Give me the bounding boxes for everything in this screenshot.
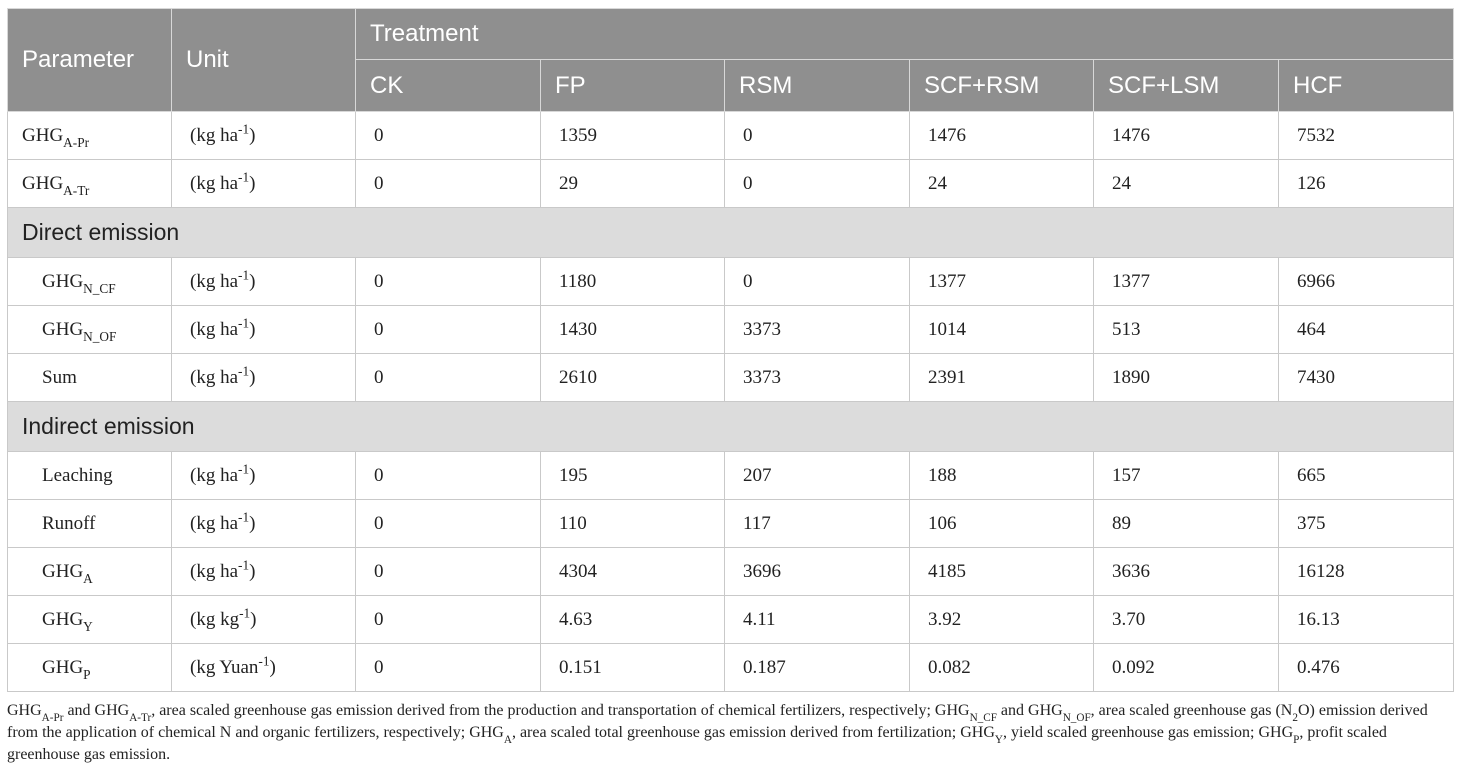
parameter-cell: Runoff bbox=[8, 500, 172, 548]
value-cell: 464 bbox=[1279, 306, 1454, 354]
unit-cell: (kg Yuan$^{-1}$) bbox=[172, 644, 356, 692]
header-parameter: Parameter bbox=[8, 9, 172, 112]
header-treatment-scf-rsm: SCF+RSM bbox=[910, 60, 1094, 112]
value-cell: 0 bbox=[725, 258, 910, 306]
parameter-cell: $GHG_{N\_CF}$ bbox=[8, 258, 172, 306]
table-footnote: $GHG_{A-Pr}$ and $GHG_{A-Tr}$, area scaled greenhouse gas emission derived from the production and transportation of chemical fertilizers, respectively; $GHG_{N\_CF}$ and $GHG_{N\_OF}$, area scaled greenhouse gas $(N_2O)$ emission derived from the application of chemical N and organic fertilizers, respectively; $GHG_A$, area scaled total greenhouse gas emission derived from fertilization; $GHG_Y$, yield scaled greenhouse gas emission; $GHG_P$, profit scaled greenhouse gas emission. bbox=[7, 702, 1428, 763]
value-cell: 0.476 bbox=[1279, 644, 1454, 692]
parameter-cell: $GHG_A$ bbox=[8, 548, 172, 596]
value-cell: 24 bbox=[1094, 160, 1279, 208]
value-cell: 3.92 bbox=[910, 596, 1094, 644]
value-cell: 4304 bbox=[541, 548, 725, 596]
unit-cell: (kg $ha^{-1}$) bbox=[172, 258, 356, 306]
header-treatment-ck: CK bbox=[356, 60, 541, 112]
section-row bbox=[8, 208, 1454, 258]
section-heading: Indirect emission bbox=[8, 402, 1454, 452]
table-row bbox=[8, 596, 1454, 644]
value-cell: 0 bbox=[356, 644, 541, 692]
value-cell: 0 bbox=[356, 258, 541, 306]
value-cell: 3.70 bbox=[1094, 596, 1279, 644]
value-cell: 0 bbox=[356, 500, 541, 548]
value-cell: 4.63 bbox=[541, 596, 725, 644]
value-cell: 0 bbox=[356, 548, 541, 596]
value-cell: 1476 bbox=[910, 112, 1094, 160]
value-cell: 4185 bbox=[910, 548, 1094, 596]
value-cell: 0 bbox=[725, 160, 910, 208]
table-row bbox=[8, 500, 1454, 548]
table-row bbox=[8, 258, 1454, 306]
parameter-cell: $GHG_{A-Tr}$ bbox=[8, 160, 172, 208]
value-cell: 1014 bbox=[910, 306, 1094, 354]
section-heading: Direct emission bbox=[8, 208, 1454, 258]
value-cell: 207 bbox=[725, 452, 910, 500]
value-cell: 16.13 bbox=[1279, 596, 1454, 644]
table-row bbox=[8, 644, 1454, 692]
parameter-cell: $GHG_Y$ bbox=[8, 596, 172, 644]
value-cell: 106 bbox=[910, 500, 1094, 548]
header-treatment-hcf: HCF bbox=[1279, 60, 1454, 112]
value-cell: 7430 bbox=[1279, 354, 1454, 402]
value-cell: 24 bbox=[910, 160, 1094, 208]
header-treatment-fp: FP bbox=[541, 60, 725, 112]
unit-cell: (kg $ha^{-1}$) bbox=[172, 500, 356, 548]
header-treatment: Treatment bbox=[356, 9, 1454, 60]
header-treatment-rsm: RSM bbox=[725, 60, 910, 112]
value-cell: 29 bbox=[541, 160, 725, 208]
value-cell: 1476 bbox=[1094, 112, 1279, 160]
parameter-cell: Sum bbox=[8, 354, 172, 402]
value-cell: 1359 bbox=[541, 112, 725, 160]
value-cell: 0 bbox=[356, 354, 541, 402]
value-cell: 0 bbox=[356, 160, 541, 208]
value-cell: 1890 bbox=[1094, 354, 1279, 402]
ghg-emission-table bbox=[7, 8, 1454, 692]
table-row bbox=[8, 452, 1454, 500]
value-cell: 195 bbox=[541, 452, 725, 500]
value-cell: 0.151 bbox=[541, 644, 725, 692]
value-cell: 4.11 bbox=[725, 596, 910, 644]
data-table-container bbox=[7, 8, 1453, 692]
value-cell: 1377 bbox=[910, 258, 1094, 306]
parameter-cell: $GHG_{A-Pr}$ bbox=[8, 112, 172, 160]
table-header bbox=[8, 9, 1454, 112]
unit-cell: (kg $ha^{-1}$) bbox=[172, 452, 356, 500]
value-cell: 513 bbox=[1094, 306, 1279, 354]
value-cell: 1377 bbox=[1094, 258, 1279, 306]
value-cell: 89 bbox=[1094, 500, 1279, 548]
value-cell: 375 bbox=[1279, 500, 1454, 548]
unit-cell: (kg $ha^{-1}$) bbox=[172, 354, 356, 402]
unit-cell: (kg $kg^{-1}$) bbox=[172, 596, 356, 644]
table-body bbox=[8, 112, 1454, 692]
table-row bbox=[8, 112, 1454, 160]
table-row bbox=[8, 306, 1454, 354]
value-cell: 6966 bbox=[1279, 258, 1454, 306]
table-row bbox=[8, 548, 1454, 596]
unit-cell: (kg $ha^{-1}$) bbox=[172, 548, 356, 596]
unit-cell: (kg $ha^{-1}$) bbox=[172, 160, 356, 208]
value-cell: 665 bbox=[1279, 452, 1454, 500]
parameter-cell: Leaching bbox=[8, 452, 172, 500]
value-cell: 0.092 bbox=[1094, 644, 1279, 692]
value-cell: 1430 bbox=[541, 306, 725, 354]
value-cell: 117 bbox=[725, 500, 910, 548]
table-row bbox=[8, 354, 1454, 402]
value-cell: 0 bbox=[356, 596, 541, 644]
value-cell: 110 bbox=[541, 500, 725, 548]
value-cell: 3373 bbox=[725, 306, 910, 354]
table-row bbox=[8, 160, 1454, 208]
section-row bbox=[8, 402, 1454, 452]
unit-cell: (kg $ha^{-1}$) bbox=[172, 112, 356, 160]
header-treatment-scf-lsm: SCF+LSM bbox=[1094, 60, 1279, 112]
value-cell: 1180 bbox=[541, 258, 725, 306]
value-cell: 0.187 bbox=[725, 644, 910, 692]
value-cell: 2610 bbox=[541, 354, 725, 402]
unit-cell: (kg $ha^{-1}$) bbox=[172, 306, 356, 354]
value-cell: 3373 bbox=[725, 354, 910, 402]
header-unit: Unit bbox=[172, 9, 356, 112]
value-cell: 0 bbox=[356, 112, 541, 160]
value-cell: 188 bbox=[910, 452, 1094, 500]
value-cell: 2391 bbox=[910, 354, 1094, 402]
value-cell: 0 bbox=[356, 452, 541, 500]
parameter-cell: $GHG_P$ bbox=[8, 644, 172, 692]
value-cell: 0 bbox=[725, 112, 910, 160]
parameter-cell: $GHG_{N\_OF}$ bbox=[8, 306, 172, 354]
value-cell: 7532 bbox=[1279, 112, 1454, 160]
value-cell: 3636 bbox=[1094, 548, 1279, 596]
value-cell: 0.082 bbox=[910, 644, 1094, 692]
value-cell: 16128 bbox=[1279, 548, 1454, 596]
value-cell: 3696 bbox=[725, 548, 910, 596]
value-cell: 126 bbox=[1279, 160, 1454, 208]
value-cell: 0 bbox=[356, 306, 541, 354]
value-cell: 157 bbox=[1094, 452, 1279, 500]
